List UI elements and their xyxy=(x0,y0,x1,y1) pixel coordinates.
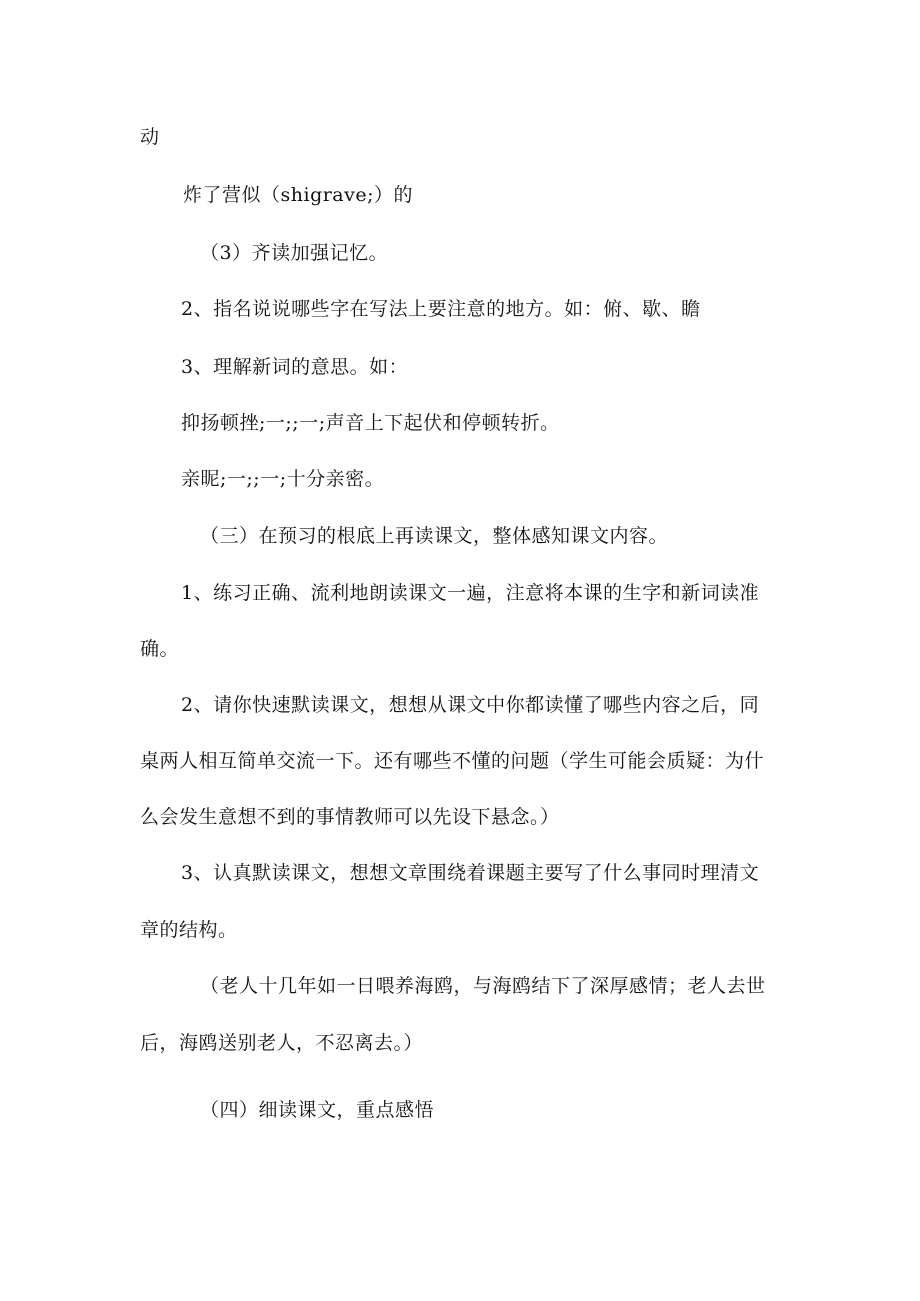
text-line-14: 3、认真默读课文，想想文章围绕着课题主要写了什么事同时理清文 xyxy=(181,862,760,884)
text-line-1: 动 xyxy=(140,126,160,148)
text-line-16: （老人十几年如一日喂养海鸥，与海鸥结下了深厚感情；老人去世 xyxy=(200,975,766,997)
text-line-9: 1、练习正确、流利地朗读课文一遍，注意将本课的生字和新词读准 xyxy=(181,582,760,604)
text-line-5: 3、理解新词的意思。如： xyxy=(181,356,409,378)
text-line-10: 确。 xyxy=(140,638,180,660)
text-line-15: 章的结构。 xyxy=(140,919,238,941)
text-line-7: 亲昵;一;;一;十分亲密。 xyxy=(181,468,385,490)
text-line-4: 2、指名说说哪些字在写法上要注意的地方。如：俯、歇、瞻 xyxy=(181,298,701,320)
text-line-12: 桌两人相互简单交流一下。还有哪些不懂的问题（学生可能会质疑：为什 xyxy=(140,750,765,772)
section-heading-4: （四）细读课文，重点感悟 xyxy=(200,1099,435,1121)
text-line-3: （3）齐读加强记忆。 xyxy=(200,242,389,264)
text-line-2: 炸了营似（shigrave;）的 xyxy=(183,184,414,206)
section-heading-3: （三）在预习的根底上再读课文，整体感知课文内容。 xyxy=(200,525,669,547)
text-line-11: 2、请你快速默读课文，想想从课文中你都读懂了哪些内容之后，同 xyxy=(181,694,760,716)
text-line-6: 抑扬顿挫;一;;一;声音上下起伏和停顿转折。 xyxy=(181,412,560,434)
text-line-13: 么会发生意想不到的事情教师可以先设下悬念。） xyxy=(140,806,560,828)
text-line-17: 后，海鸥送别老人，不忍离去。） xyxy=(140,1032,424,1054)
